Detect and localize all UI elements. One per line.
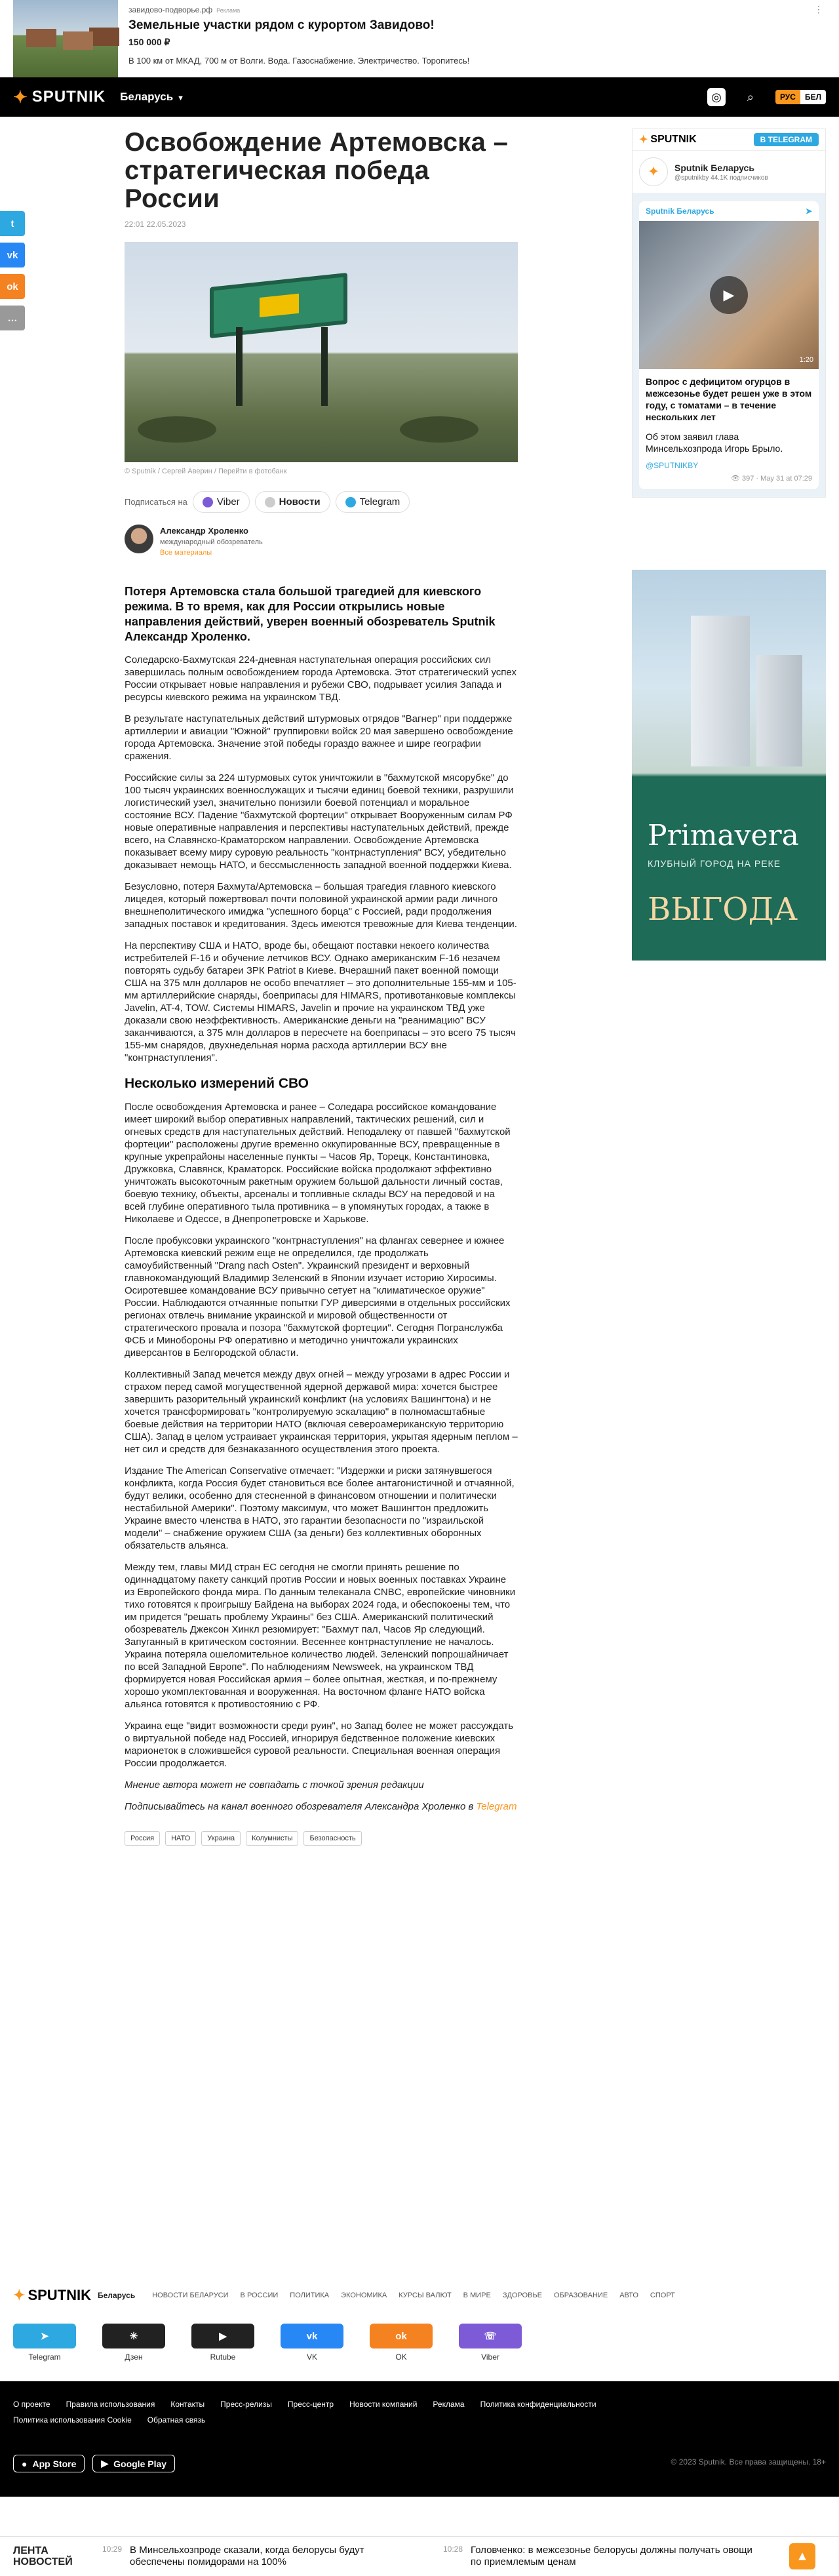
paragraph: После пробуксовки украинского "контрнаступления" на флангах севернее и южнее Артемовска киевский режим еще не определился, где продолжать самоубийственный "Drang nach Osten". Украинский президент и верховный главнокомандующий Владимир Зеленский в Японии изучает историю Хиросимы. Осиротевшее командование ВСУ привычно сетует на "климатическое оружие" России. Наблюдаются отчаянные попытки ГУР диверсиями в отдельных российских регионах отвлечь внимание украинской и мировой общественности от стратегического провала и позора "бахмутской фортеции". Сегодня Погранслужба ФСБ и Минобороны РФ оперативно и методично уничтожали украинских диверсантов в Белгородской области.: [125, 1235, 511, 1358]
social-label: Дзен: [125, 2352, 143, 2362]
widget-logo: ✦ SPUTNIK: [639, 134, 697, 146]
share-telegram-button[interactable]: t: [0, 211, 25, 236]
tag[interactable]: Украина: [201, 1831, 241, 1846]
chevron-down-icon: ▼: [177, 94, 185, 102]
post-title: Вопрос с дефицитом огурцов в межсезонье будет решен уже в этом году, с томатами – в течение нескольких лет: [646, 376, 812, 422]
ad-description: В 100 км от МКАД, 700 м от Волги. Вода. Газоснабжение. Электричество. Торопитесь!: [128, 56, 470, 66]
footer-link[interactable]: Политика использования Cookie: [13, 2415, 132, 2425]
author-name[interactable]: Александр Хроленко: [160, 526, 248, 536]
paragraph: Российские силы за 224 штурмовых суток уничтожили в "бахмутской мясорубке" до 100 тысяч украинских военнослужащих и тысячи единиц боевой техники, разрушили логистический узел, значительно понизили боевой потенциал и моральное состояние ВСУ. Падение "бахмутской фортеции" открывает Вооруженным силам РФ новые оперативные направления и перспективы наступательных действий, прежде всего, на Славянско-Краматорском направлении. Освобождение Артемовска показывает всему миру суровую реальность "контрнаступления" ВСУ, убедительно доказывает немощь НАТО, и бессмысленность западной военной поддержки Киева.: [125, 772, 514, 871]
ticker-label[interactable]: ЛЕНТА НОВОСТЕЙ: [13, 2545, 73, 2567]
footer-link[interactable]: Реклама: [433, 2400, 465, 2409]
ad-image[interactable]: [13, 0, 118, 77]
paragraph: Соледарско-Бахмутская 224-дневная наступательная операция российских сил завершилась полным освобождением города Артемовска. Этот стратегический успех России открывает новые направления и рубежи СВО, подрывает усилия Запада и ресурсы киевского режима на украинском ТВД.: [125, 654, 517, 703]
apple-icon: ●: [22, 2458, 28, 2469]
footer-nav-item[interactable]: ОБРАЗОВАНИЕ: [554, 2291, 608, 2299]
telegram-icon: ➤: [805, 207, 812, 216]
post-text: Об этом заявил глава Минсельхозпрода Игорь Брыло.: [646, 431, 783, 454]
subscribe-label: Подписаться на: [125, 497, 187, 507]
subscribe-telegram-button[interactable]: Telegram: [336, 491, 410, 513]
footer-link[interactable]: Новости компаний: [349, 2400, 418, 2409]
footer-social: [0, 2304, 839, 2362]
tag[interactable]: НАТО: [165, 1831, 196, 1846]
site-footer: [0, 2270, 839, 2497]
avatar[interactable]: [125, 525, 153, 553]
footer-link[interactable]: Политика конфиденциальности: [480, 2400, 596, 2409]
sidebar: [632, 129, 826, 961]
lang-rus[interactable]: РУС: [775, 90, 800, 104]
share-more-button[interactable]: …: [0, 306, 25, 330]
share-bar: [0, 211, 25, 330]
footer-link[interactable]: Контакты: [170, 2400, 205, 2409]
article-hero-image[interactable]: [125, 242, 518, 462]
telegram-channel-link[interactable]: Telegram: [476, 1801, 517, 1812]
building-image: [691, 616, 750, 766]
google-play-button[interactable]: ▶ Google Play: [92, 2455, 175, 2472]
eye-icon: 👁: [730, 475, 740, 483]
post-meta: 👁 397 · May 31 at 07:29: [730, 475, 812, 483]
ticker-item[interactable]: [79, 2545, 420, 2568]
scroll-up-icon[interactable]: ▲: [789, 2543, 815, 2569]
author-all-materials-link[interactable]: Все материалы: [160, 549, 212, 557]
footer-logo[interactable]: ✦ SPUTNIK: [13, 2287, 91, 2303]
ticker-text: В Минсельхозпроде сказали, когда белорусы будут обеспечены помидорами на 100%: [130, 2545, 364, 2567]
footer-link[interactable]: Обратная связь: [147, 2415, 206, 2425]
sidebar-ad-banner[interactable]: [632, 570, 826, 961]
paragraph: Издание The American Conservative отмечает: "Издержки и риски затянувшегося конфликта, когда Россия будет становиться все более антагонистичной и отчаянной, будут велики, особенно для стесненной в финансовом отношении и политически нестабильной Америки". Поэтому максимум, что может Вашингтон предложить Украине вместо членства в НАТО, это гарантии безопасности по "израильской модели" – снабжение оружием США (за деньги) без коллективных оборонных обязательств альянса.: [125, 1465, 515, 1551]
logo-star-icon: ✦: [13, 87, 28, 107]
footer-links: [13, 2400, 669, 2425]
building-image: [756, 655, 802, 766]
footer-nav-item[interactable]: СПОРТ: [650, 2291, 675, 2299]
share-vk-button[interactable]: vk: [0, 243, 25, 268]
telegram-icon[interactable]: ➤: [13, 2324, 76, 2348]
subscribe-note: Подписывайтесь на канал военного обозревателя Александра Хроленко в Telegram: [125, 1801, 517, 1812]
tag[interactable]: Россия: [125, 1831, 160, 1846]
paragraph: На перспективу США и НАТО, вроде бы, обещают поставки некоего количества истребителей F-16 и обучение летчиков ВСУ. Однако американским F-16 незачем повторять судьбу батареи ЗРК Patriot в Киеве. Вчерашний пакет военной помощи США на 375 млн долларов не особо впечатляет – это дополнительные 155-мм и 105-мм артиллерийские снаряды, боеприпасы для HIMARS, противотанковые комплексы Javelin, AT-4, TOW. Системы HIMARS, Javelin и прочие на украинском ТВД уже доказали свою неэффективность. Американские деньги на "реанимацию" ВСУ заканчиваются, а 375 млн долларов в пересчете на боеприпасы – это всего 75 тысяч 155-мм снарядов, двухнедельная норма расхода артиллерии ВСУ вне "контрнаступления".: [125, 940, 517, 1063]
ok-icon[interactable]: ok: [370, 2324, 433, 2348]
footer-region: Беларусь: [98, 2291, 136, 2300]
rutube-icon[interactable]: ▶: [191, 2324, 254, 2348]
footer-nav-item[interactable]: В МИРЕ: [463, 2291, 491, 2299]
top-ad-banner[interactable]: [0, 0, 839, 77]
author-role: международный обозреватель: [160, 538, 263, 546]
paragraph: Между тем, главы МИД стран ЕС сегодня не смогли принять решение по одиннадцатому пакету санкций против России и новых военных поставках Украине из Европейского фонда мира. По данным телеканала CNBC, европейские чиновники тихо готовятся к проигрышу Байдена на выборах 2024 года, и обеспокоены тем, что им придется "решать проблему Украины" без США. Американский политический обозреватель Джексон Хинкл резюмирует: "Бахмут пал, Часов Яр следующий. Запуганный в критическом состоянии. Весеннее контрнаступление не началось. Украина потеряла ошеломительное количество людей. Зеленский попрошайничает по всей Западной Европе". По наблюдениям Newsweek, на украинском ТВД формируется новая Российская армия – более опытная, жесткая, и по-прежнему хорошо укомплектованная и вооруженная. На восточном фланге НАТО войска альянса готовятся к противостоянию с РФ.: [125, 1562, 516, 1710]
dzen-icon[interactable]: ✳: [102, 2324, 165, 2348]
podcast-icon[interactable]: ◎: [707, 88, 726, 106]
app-store-button[interactable]: ● App Store: [13, 2455, 85, 2472]
footer-nav-item[interactable]: В РОССИИ: [240, 2291, 279, 2299]
article-title: Освобождение Артемовска – стратегическая победа России: [125, 128, 509, 213]
tag[interactable]: Безопасность: [303, 1831, 361, 1846]
social-label: Rutube: [210, 2352, 236, 2362]
paragraph: Безусловно, потеря Бахмута/Артемовска – большая трагедия главного киевского лицедея, который пожертвовал почти половиной украинской армии ради личного внешнеполитического имиджа "успешного борца" с Россией, ради продолжения западных поставок и кредитования. Здесь имеются тревожные для Киева тенденции.: [125, 881, 517, 930]
language-switch: [775, 90, 826, 104]
footer-nav-item[interactable]: ЭКОНОМИКА: [341, 2291, 387, 2299]
post-channel: Sputnik Беларусь: [646, 207, 714, 216]
social-label: VK: [306, 2352, 317, 2362]
video-duration: 1:20: [799, 356, 813, 364]
subscribe-viber-button[interactable]: Viber: [193, 491, 250, 513]
article-lead: Потеря Артемовска стала большой трагедией для киевского режима. В то время, как для России открылись новые направления действий, уверен военный обозреватель Sputnik Александр Хроленко.: [125, 585, 496, 643]
author-block: [125, 525, 518, 557]
ticker-text: Головченко: в межсезонье белорусы должны получать овощи по приемлемым ценам: [471, 2545, 752, 2567]
footer-link[interactable]: Пресс-релизы: [220, 2400, 272, 2409]
search-icon[interactable]: ⌕: [747, 90, 754, 104]
social-label: OK: [395, 2352, 407, 2362]
ad-price: 150 000 ₽: [128, 37, 170, 47]
logo-star-icon: ✦: [13, 2287, 26, 2303]
lang-bel[interactable]: БЕЛ: [800, 90, 826, 104]
ticker-item[interactable]: [420, 2545, 760, 2568]
copyright: © 2023 Sputnik. Все права защищены. 18+: [671, 2457, 826, 2467]
disclaimer: Мнение автора может не совпадать с точкой зрения редакции: [125, 1779, 424, 1791]
article-body: [125, 654, 518, 1813]
ad-profit: ВЫГОДА: [648, 891, 798, 928]
channel-avatar[interactable]: ✦: [639, 157, 668, 186]
ad-title[interactable]: Земельные участки рядом с курортом Завидово!: [128, 18, 435, 32]
footer-nav-item[interactable]: АВТО: [619, 2291, 638, 2299]
ad-domain: завидово-подворье.рф Реклама: [128, 5, 241, 14]
footer-link[interactable]: Правила использования: [66, 2400, 155, 2409]
ticker-time: 10:28: [443, 2545, 463, 2554]
telegram-icon: [345, 497, 356, 507]
play-store-icon: ▶: [101, 2458, 109, 2468]
ad-slogan: КЛУБНЫЙ ГОРОД НА РЕКЕ: [648, 858, 781, 869]
footer-link[interactable]: Пресс-центр: [287, 2400, 334, 2409]
bush: [138, 416, 216, 443]
site-header: [0, 77, 839, 117]
open-telegram-button[interactable]: В TELEGRAM: [754, 133, 819, 146]
share-ok-button[interactable]: ok: [0, 274, 25, 299]
footer-nav-item[interactable]: ПОЛИТИКА: [290, 2291, 330, 2299]
sign-post: [236, 327, 243, 406]
ticker-time: 10:29: [102, 2545, 123, 2554]
article: [125, 129, 518, 1846]
footer-nav-item[interactable]: КУРСЫ ВАЛЮТ: [399, 2291, 452, 2299]
channel-subscribers: @sputnikby 44.1K подписчиков: [674, 174, 768, 182]
channel-name[interactable]: Sputnik Беларусь: [674, 162, 754, 173]
logo-star-icon: ✦: [639, 134, 648, 146]
sign-post: [321, 327, 328, 406]
article-dates: 22:01 22.05.2023: [125, 220, 186, 229]
news-ticker: [0, 2536, 839, 2576]
telegram-post: [633, 193, 825, 497]
vk-icon[interactable]: vk: [281, 2324, 343, 2348]
subscribe-news-button[interactable]: Новости: [255, 491, 330, 513]
footer-nav-item[interactable]: НОВОСТИ БЕЛАРУСИ: [152, 2291, 229, 2299]
paragraph: Украина еще "видит возможности среди руин", но Запад более не может рассуждать о виртуальной победе над Россией, игнорируя бедственное положение киевских марионеток в сложившейся суровой реальности. Специальная военная операция России продолжается.: [125, 1720, 514, 1769]
more-icon[interactable]: ⋮: [814, 4, 823, 14]
section-heading: Несколько измерений СВО: [125, 1076, 309, 1091]
tag[interactable]: Колумнисты: [246, 1831, 298, 1846]
news-icon: [265, 497, 275, 507]
paragraph: В результате наступательных действий штурмовых отрядов "Вагнер" при поддержке артиллерии и авиации "Южной" группировки войск 20 мая завершено освобождение города Артемовска. Значение этой победы гораздо важнее и шире географии сражения.: [125, 713, 513, 762]
region-selector[interactable]: Беларусь ▼: [120, 90, 185, 103]
paragraph: После освобождения Артемовска и ранее – Соледара российское командование имеет широкий выбор оперативных направлений, тактических решений, сил и огневых средств для наступательных действий. Неподалеку от павшей "бахмутской фортеции" расположены другие временно оккупированные ВСУ, превращенные в крупные укрепрайоны населенные пункты – Часов Яр, Торецк, Константиновка, Дружковка, Славянск, Краматорск. Российские войска продолжают эффективно уничтожать высокоточным ракетным оружием большой дальности личный состав, боевую технику, объекты, арсеналы и топливные склады ВСУ на передовой и на всей глубине оперативного тыла противника – в упомянутых городах, а также в Николаеве и Одессе, в Днепропетровске и Харькове.: [125, 1101, 511, 1225]
paragraph: Коллективный Запад мечется между двух огней – между угрозами в адрес России и страхом перед самой могущественной ядерной державой мира: хочется быстрее завершить разорительный украинский конфликт (на условиях Вашингтона) и не хочется трансформировать "контролируемую эскалацию" в полномасштабные боевые действия на территории НАТО (включая североамериканскую территорию США). Запад в целом устраивает украинская территория, укрытая ядерным пеплом – нет сил и средств для безнаказанного осуществления этого проекта.: [125, 1369, 518, 1455]
viber-icon: [203, 497, 213, 507]
bush: [400, 416, 478, 443]
play-icon[interactable]: ▶: [710, 276, 748, 314]
ad-label: Реклама: [216, 7, 241, 14]
footer-link[interactable]: О проекте: [13, 2400, 50, 2409]
footer-nav-item[interactable]: ЗДОРОВЬЕ: [502, 2291, 543, 2299]
post-link[interactable]: @SPUTNIKBY: [646, 461, 699, 470]
site-logo[interactable]: ✦ SPUTNIK: [13, 87, 106, 107]
subscribe-row: [125, 491, 518, 513]
post-video[interactable]: [639, 221, 819, 369]
telegram-widget: [632, 129, 826, 498]
image-caption[interactable]: © Sputnik / Сергей Аверин / Перейти в фотобанк: [125, 467, 287, 475]
social-label: Telegram: [28, 2352, 61, 2362]
ad-brand: Primavera: [648, 819, 799, 852]
footer-nav: [152, 2291, 675, 2299]
social-label: Viber: [481, 2352, 499, 2362]
tags: [125, 1831, 518, 1846]
viber-icon[interactable]: ☏: [459, 2324, 522, 2348]
